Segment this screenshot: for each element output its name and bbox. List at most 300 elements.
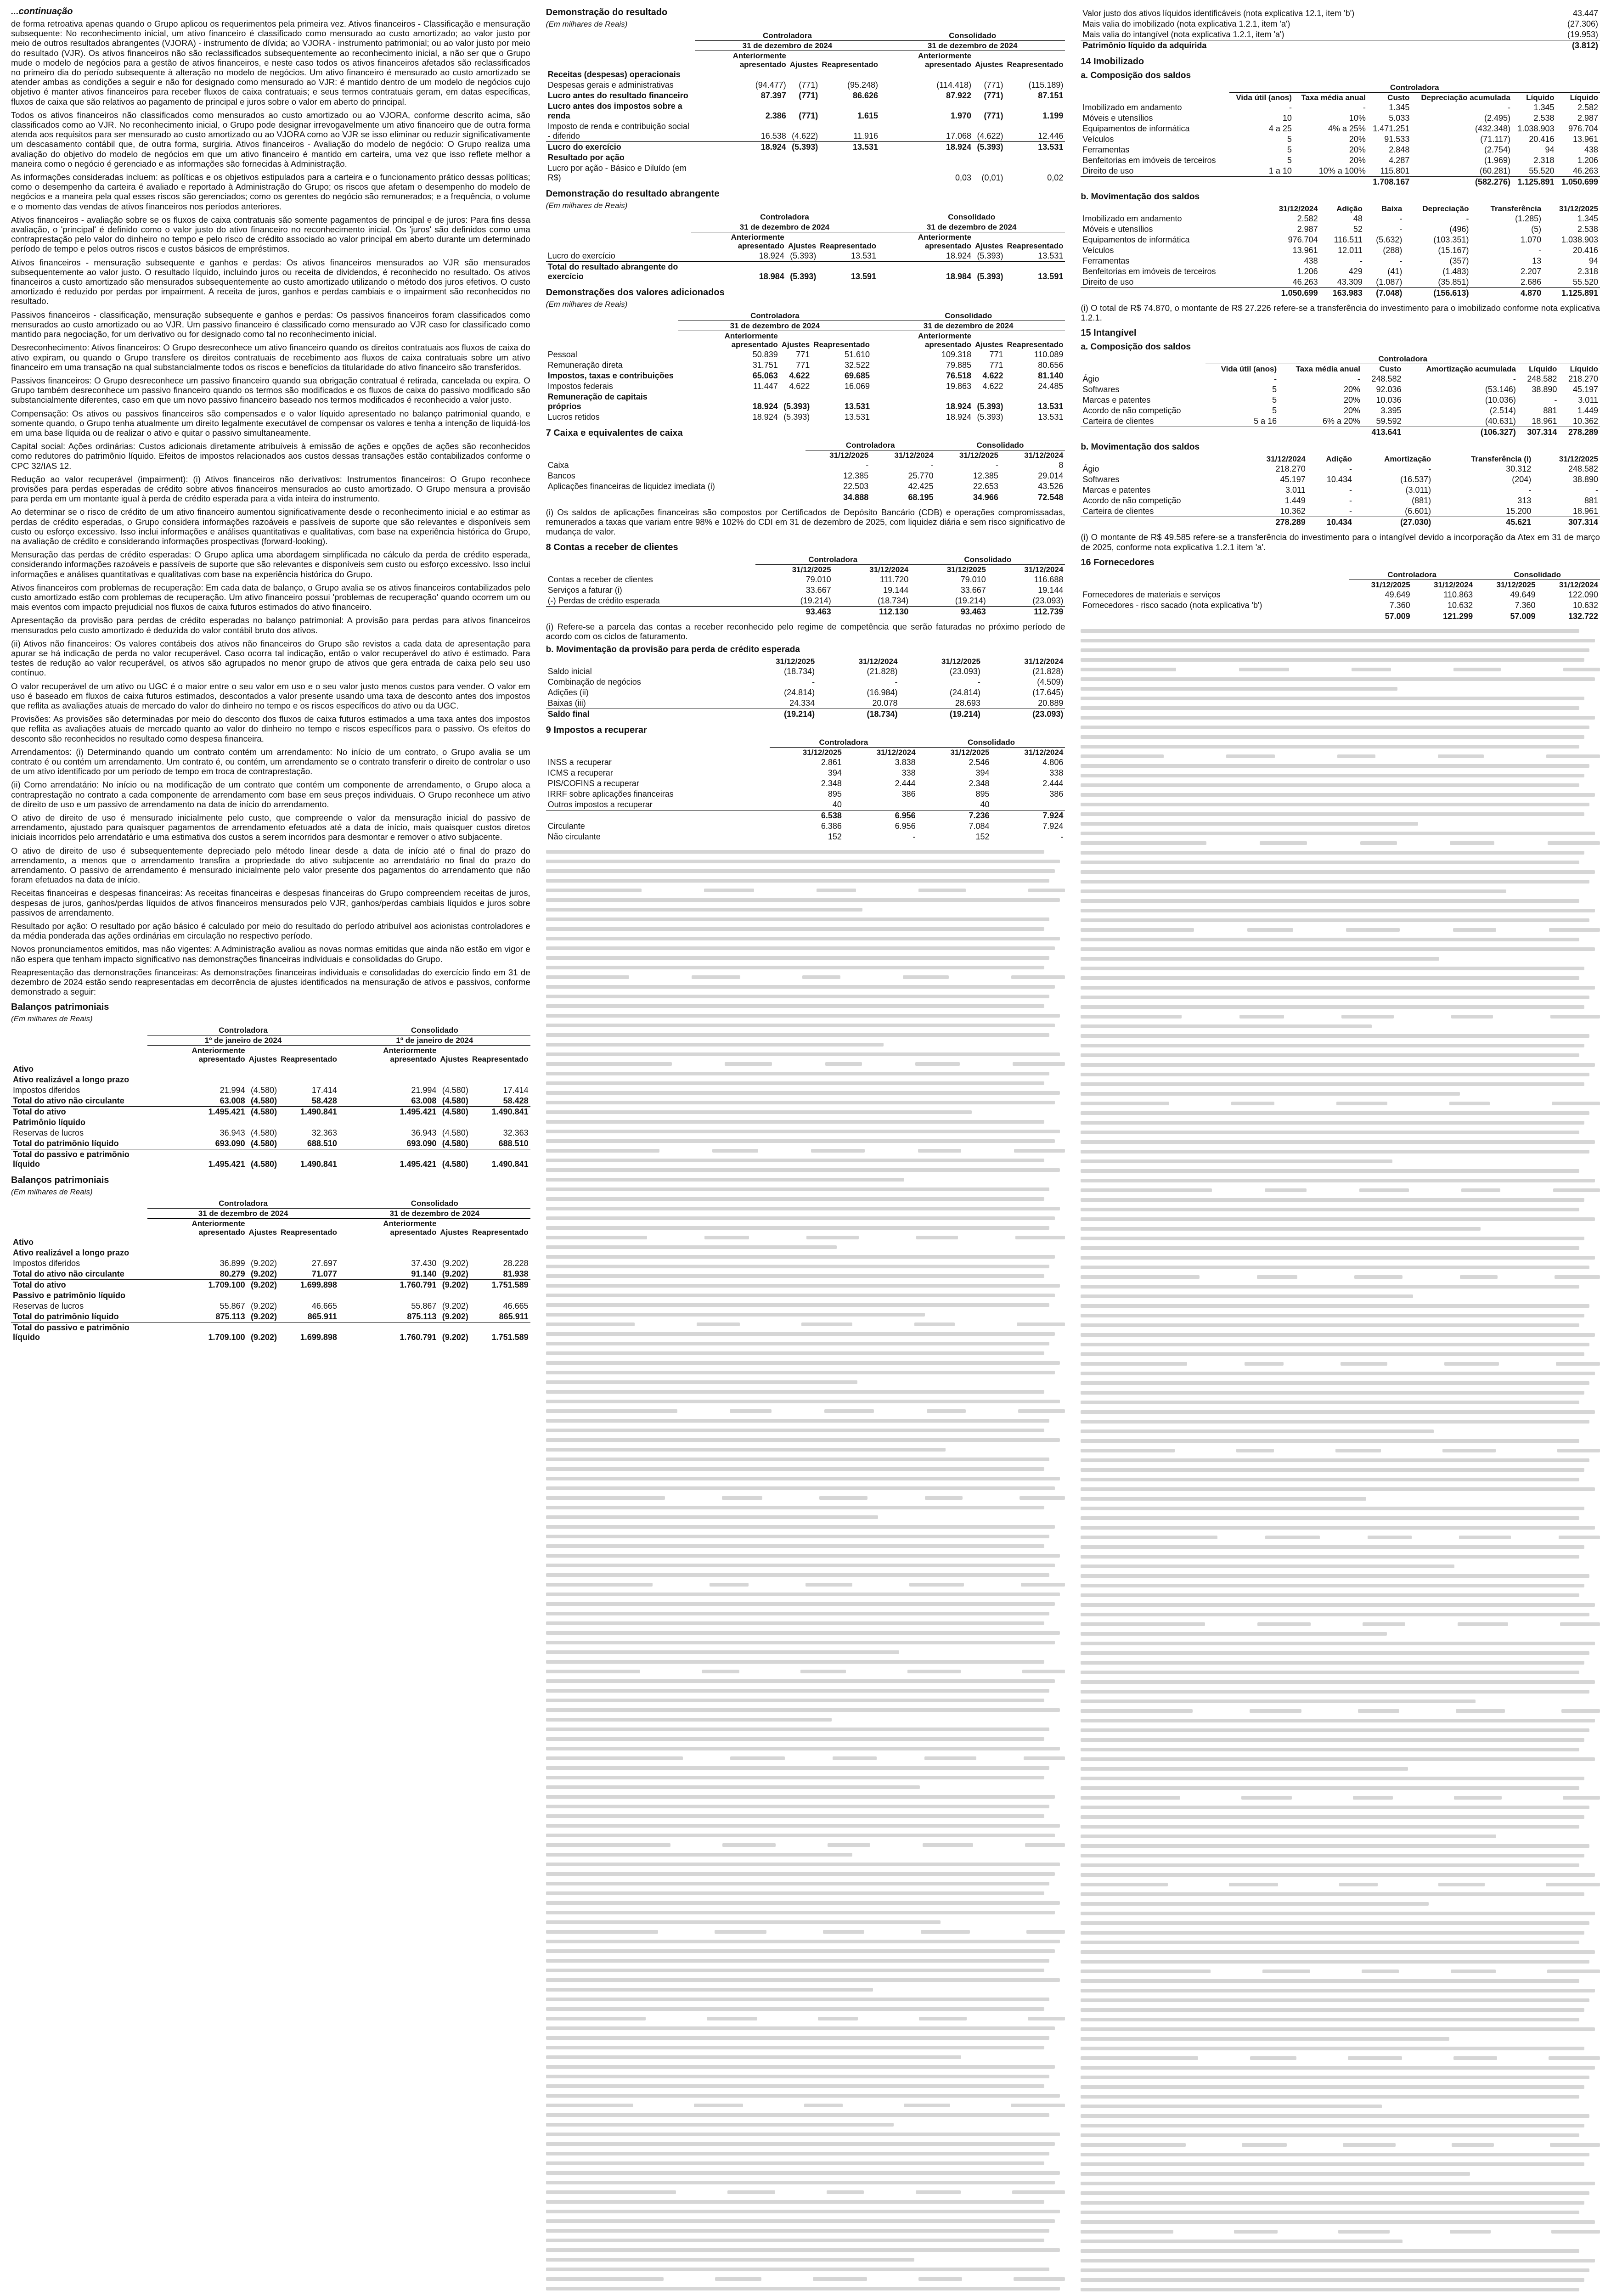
illegible-cell	[1354, 1275, 1403, 1279]
body-paragraph: O ativo de direito de uso é subsequentemente depreciado pelo método linear desde a data de início até o final do prazo do arrendamento, a menos que o arrendamento transfira a propriedade do ativo subjacente ao arrendatário no final do prazo do arrendamento. O passivo de arrendamento é mensurado inicialmente pelo valor presente dos pagamentos do arrendamento que não foram efetuados na data de início.	[11, 845, 530, 885]
row-value: 2.582	[1297, 214, 1318, 223]
row-value: 59.592	[1376, 416, 1402, 426]
illegible-text-line	[546, 1348, 1065, 1358]
row-value: (1.969)	[1484, 156, 1511, 165]
row-value: 693.090	[406, 1139, 437, 1148]
illegible-cell	[1368, 1536, 1412, 1539]
illegible-text	[546, 1419, 1050, 1423]
illegible-text-line	[1081, 1002, 1600, 1012]
illegible-text	[546, 2268, 1050, 2271]
illegible-text	[1081, 764, 1589, 768]
illegible-text-line	[1081, 1822, 1600, 1832]
row-value	[470, 1117, 530, 1128]
row-value: 19.863	[946, 382, 972, 391]
row-label: Impostos diferidos	[13, 1086, 80, 1095]
illegible-text-line	[1081, 974, 1600, 983]
illegible-text-line	[1081, 1031, 1600, 1041]
illegible-text-line	[1081, 636, 1600, 646]
row-value: (2.495)	[1484, 113, 1511, 123]
illegible-cell	[1453, 2056, 1497, 2060]
illegible-cell	[806, 1236, 859, 1239]
column-header: 31/12/2024	[1279, 204, 1318, 213]
row-value: 1.199	[1042, 111, 1064, 120]
row-value: (4.580)	[442, 1086, 468, 1095]
row-value: 152	[975, 832, 990, 842]
illegible-text-line	[546, 1936, 1065, 1946]
row-value	[1005, 152, 1065, 163]
illegible-text	[546, 1467, 1044, 1471]
row-label: Ferramentas	[1082, 145, 1130, 154]
row-value: 68.195	[870, 492, 935, 503]
table-header-row	[546, 51, 1065, 70]
illegible-cell	[1546, 754, 1600, 758]
illegible-text-line	[1081, 1880, 1600, 1890]
illegible-text	[546, 2123, 894, 2127]
row-value: 1.495.421	[147, 1107, 247, 1118]
illegible-cell	[1257, 1622, 1311, 1626]
illegible-text-line	[1081, 800, 1600, 810]
illegible-text	[1081, 832, 1594, 835]
illegible-text-line	[1081, 925, 1600, 935]
row-value: 875.113	[407, 1312, 437, 1322]
row-label: Ferramentas	[1082, 256, 1130, 265]
illegible-cell	[1226, 754, 1275, 758]
row-value: 55.867	[220, 1301, 245, 1311]
illegible-cell	[1563, 1796, 1600, 1800]
row-label: Patrimônio líquido da adquirida	[1081, 40, 1542, 51]
caixa-table	[546, 440, 1065, 503]
row-value	[788, 163, 820, 183]
row-value: 116.688	[1034, 574, 1064, 584]
row-value: 338	[901, 768, 916, 778]
row-value: 18.924	[752, 402, 778, 411]
column-header: Líquido	[1526, 93, 1555, 102]
illegible-text	[546, 1004, 1044, 1008]
illegible-text	[1081, 918, 1589, 922]
row-value: 20%	[1349, 145, 1366, 154]
illegible-cell	[1337, 754, 1375, 758]
row-value: (114.418)	[936, 80, 972, 90]
illegible-text-line	[546, 2264, 1065, 2274]
illegible-text	[546, 1390, 1044, 1394]
row-label: INSS a recuperar	[547, 758, 612, 767]
row-value	[438, 1075, 470, 1085]
row-value: 2.444	[1042, 779, 1064, 788]
illegible-text-line	[546, 1223, 1065, 1232]
row-value: 386	[1049, 789, 1064, 799]
row-label	[546, 810, 770, 822]
illegible-text-line	[1081, 2256, 1600, 2266]
illegible-text	[1081, 1227, 1481, 1231]
illegible-cell	[727, 2190, 775, 2194]
illegible-text	[1081, 899, 1579, 903]
illegible-text	[546, 869, 1055, 873]
illegible-cell	[828, 1843, 870, 1847]
illegible-text-line	[546, 1107, 1065, 1117]
row-value: 1.615	[857, 111, 879, 120]
illegible-text	[546, 1949, 1055, 1953]
illegible-text	[546, 1824, 1060, 1828]
illegible-text-line	[546, 2206, 1065, 2216]
illegible-text	[546, 850, 1044, 854]
column-3	[1081, 6, 1600, 2296]
illegible-text	[1081, 1314, 1584, 1317]
illegible-cell	[1081, 2056, 1198, 2060]
caixa-note: (i) Os saldos de aplicações financeiras são compostos por Certificados de Depósito Bancário (CDB) e operações compromissadas, remunerados a taxas que variam entre 98% e 102% do CDI em 31 de dezembro de 2025, com liquidez diária e sem risco significativo de mudança de valor.	[546, 507, 1065, 537]
illegible-text-line	[1081, 1870, 1600, 1880]
illegible-cell	[1339, 1883, 1378, 1886]
illegible-cell	[1081, 2230, 1173, 2234]
row-value: (2.514)	[1489, 406, 1516, 416]
illegible-text-line	[1081, 1571, 1600, 1581]
illegible-text-line	[546, 1117, 1065, 1126]
row-value	[279, 1117, 339, 1128]
illegible-text	[546, 1805, 1050, 1808]
row-value: 4.870	[1470, 288, 1543, 299]
row-value: (6.601)	[1405, 506, 1431, 516]
row-value: 976.704	[1568, 124, 1599, 133]
table-row	[1081, 235, 1600, 245]
row-label: Remuneração de capitais próprios	[547, 392, 648, 411]
illegible-cell	[1024, 1756, 1065, 1760]
dva-title: Demonstrações dos valores adicionados	[546, 287, 725, 298]
column-header: Depreciação acumulada	[1421, 93, 1511, 102]
row-value: (106.327)	[1403, 427, 1518, 438]
group-header-row	[546, 440, 1065, 450]
row-label: Patrimônio líquido	[13, 1118, 85, 1127]
illegible-text	[546, 1901, 1060, 1905]
row-value: 1.760.791	[339, 1322, 439, 1343]
row-value: (71.117)	[1480, 135, 1511, 144]
illegible-text-line	[1081, 983, 1600, 993]
row-value	[1229, 177, 1294, 188]
illegible-text	[1081, 2172, 1470, 2176]
row-value: -	[1595, 485, 1599, 495]
row-value: 4% a 25%	[1328, 124, 1366, 133]
illegible-cell	[825, 1062, 862, 1066]
row-value: (16.537)	[1400, 475, 1431, 484]
column-header: Anteriormente apresentado	[383, 1046, 437, 1064]
row-value: (19.214)	[800, 596, 831, 605]
illegible-text-line	[1081, 1157, 1600, 1166]
header-blank	[546, 450, 806, 461]
illegible-text-line	[1081, 713, 1600, 723]
illegible-text	[546, 927, 1044, 931]
illegible-text-line	[546, 1628, 1065, 1638]
row-label: Marcas e patentes	[1082, 485, 1151, 495]
date-header: 31 de dezembro de 2024	[872, 321, 1065, 331]
row-value: 13	[1532, 256, 1542, 265]
illegible-text	[1081, 2037, 1449, 2041]
illegible-text-line	[1081, 1417, 1600, 1427]
header-blank	[11, 1209, 147, 1219]
illegible-cell	[1250, 2056, 1296, 2060]
row-value: 20%	[1349, 156, 1366, 165]
illegible-text-line	[1081, 1301, 1600, 1311]
header-blank	[546, 555, 755, 565]
row-value: (17.645)	[1032, 688, 1064, 698]
illegible-text	[1081, 1738, 1584, 1742]
column-header: Anteriormente apresentado	[192, 1219, 245, 1237]
illegible-cell	[710, 1583, 749, 1587]
illegible-cell	[715, 2277, 761, 2281]
illegible-cell	[1011, 2104, 1065, 2107]
row-label: Lucro por ação - Básico e Diluído (em R$)	[547, 163, 687, 182]
illegible-text-line	[1081, 1745, 1600, 1755]
illegible-text	[1081, 1671, 1579, 1674]
row-value: 87.922	[946, 91, 972, 100]
table-row	[546, 152, 1065, 163]
group-header-row	[546, 31, 1065, 41]
illegible-text-line	[1081, 771, 1600, 781]
illegible-text	[546, 1920, 941, 1924]
illegible-text-line	[546, 1801, 1065, 1811]
row-value: -	[1399, 214, 1403, 223]
table-row	[546, 687, 1065, 698]
illegible-text	[1081, 677, 1594, 681]
table-row	[546, 606, 1065, 617]
illegible-cell	[1557, 1449, 1600, 1452]
row-label: Ágio	[1082, 374, 1099, 384]
row-value: (9.202)	[442, 1259, 468, 1268]
illegible-cell	[827, 2190, 864, 2194]
illegible-text-line	[1081, 2275, 1600, 2285]
row-label: Pessoal	[547, 350, 577, 359]
illegible-text	[1081, 1285, 1579, 1289]
row-label: Aplicações financeiras de liquidez imediata (i)	[547, 482, 715, 491]
table-row	[11, 1269, 530, 1280]
illegible-text-line	[1081, 1687, 1600, 1697]
illegible-cell	[546, 1930, 658, 1934]
row-value: 8	[1059, 461, 1064, 470]
illegible-cell	[1346, 928, 1400, 932]
illegible-text	[1081, 1294, 1413, 1298]
illegible-text	[546, 1255, 1055, 1259]
illegible-text-line	[546, 2129, 1065, 2139]
illegible-text	[1081, 1266, 1589, 1269]
group-header-a: Controladora	[147, 1025, 339, 1035]
illegible-cell	[923, 1843, 973, 1847]
row-value: -	[1349, 496, 1352, 506]
illegible-text	[546, 1882, 1050, 1885]
row-value: 2.386	[765, 111, 786, 120]
illegible-text	[546, 1564, 1055, 1567]
illegible-cell	[1265, 1536, 1320, 1539]
table-row	[546, 69, 1065, 80]
illegible-text-line	[1081, 1340, 1600, 1350]
illegible-text	[546, 1101, 1055, 1104]
illegible-cell	[918, 1149, 961, 1153]
illegible-cell	[1549, 2056, 1600, 2060]
illegible-text-line	[1081, 1803, 1600, 1812]
illegible-text	[1081, 1034, 1589, 1038]
table-header-row	[546, 232, 1065, 251]
row-value: 79.885	[946, 360, 972, 370]
illegible-cell	[1081, 1883, 1168, 1886]
group-header-a: Controladora	[755, 555, 910, 565]
illegible-text	[546, 1371, 1055, 1374]
illegible-cell	[1458, 1622, 1508, 1626]
illegible-text-line	[1081, 684, 1600, 694]
column-header: Amortização acumulada	[1426, 365, 1516, 374]
row-value: 28.693	[955, 698, 980, 708]
table-row	[546, 698, 1065, 709]
illegible-text	[1081, 1632, 1387, 1636]
table-row	[1081, 29, 1600, 40]
illegible-text-line	[1081, 1726, 1600, 1735]
row-label	[546, 606, 755, 617]
group-header-row	[546, 212, 1065, 222]
illegible-text-line	[546, 1985, 1065, 1994]
row-value: (771)	[984, 91, 1003, 100]
illegible-text-line	[546, 885, 1065, 895]
row-value: (9.202)	[251, 1301, 277, 1311]
illegible-text	[546, 1689, 1050, 1693]
illegible-text	[1081, 2268, 1589, 2272]
illegible-text-line	[1081, 1716, 1600, 1726]
illegible-text-line	[546, 1483, 1065, 1493]
row-label: Resultado por ação	[547, 153, 625, 162]
table-row	[1081, 40, 1600, 51]
body-paragraph: Ativos financeiros com problemas de recuperação: Em cada data de balanço, o Grupo avalia se os ativos financeiros contabilizados pelo custo amortizado estão com problemas de recuperação. Um ativo financeiro possui 'problemas de recuperação' quando ocorrem um ou mais eventos com impacto prejudicial nos fluxos de caixa futuros estimados do ativo financeiro.	[11, 582, 530, 612]
row-value: 81.140	[1038, 371, 1064, 380]
row-label: Fornecedores - risco sacado (nota explicativa 'b')	[1082, 600, 1262, 610]
illegible-cell	[1017, 1322, 1065, 1326]
illegible-text	[546, 2036, 1050, 2040]
illegible-text-line	[1081, 1051, 1600, 1060]
column-header: Reapresentado	[1007, 60, 1064, 69]
illegible-cell	[1081, 1188, 1212, 1192]
row-value: (41)	[1387, 267, 1403, 276]
illegible-text-line	[1081, 1523, 1600, 1533]
illegible-text-line	[546, 1126, 1065, 1136]
row-value: 38.890	[1532, 385, 1557, 394]
illegible-text	[546, 879, 1050, 883]
illegible-text-line	[1081, 1118, 1600, 1128]
table-row	[546, 381, 1065, 392]
table-row	[1081, 405, 1600, 416]
row-label: Benfeitorias em imóveis de terceiros	[1082, 156, 1216, 165]
row-label: Total do passivo e patrimônio líquido	[11, 1322, 147, 1343]
illegible-text	[546, 2248, 1060, 2252]
row-value: 2.207	[1521, 267, 1542, 276]
table-header-row	[1081, 580, 1600, 590]
illegible-cell	[1236, 1449, 1274, 1452]
row-value: 36.943	[220, 1128, 245, 1138]
row-value: 15.200	[1506, 506, 1532, 516]
illegible-text	[1081, 1082, 1584, 1086]
row-value: (60.281)	[1479, 166, 1511, 175]
table-row	[1081, 134, 1600, 145]
illegible-cell	[1081, 1709, 1193, 1713]
illegible-text-line	[546, 1367, 1065, 1377]
row-value: 10%	[1349, 113, 1366, 123]
illegible-text	[1081, 2240, 1403, 2243]
table-row	[1081, 266, 1600, 277]
header-blank	[546, 657, 734, 666]
illegible-text-line	[1081, 1774, 1600, 1784]
recuperar-table	[546, 737, 1065, 842]
row-value: (23.093)	[949, 667, 980, 676]
bp1-title: Balanços patrimoniais	[11, 1002, 109, 1013]
illegible-text-line	[1081, 1735, 1600, 1745]
illegible-cell	[1454, 1796, 1502, 1800]
illegible-cell	[1549, 928, 1600, 932]
row-value: 27.697	[311, 1259, 337, 1268]
illegible-text-line	[1081, 1697, 1600, 1706]
row-value: 2.546	[969, 758, 990, 767]
illegible-text-line	[546, 2091, 1065, 2100]
illegible-text	[546, 1342, 1050, 1345]
table-row	[1081, 145, 1600, 155]
header-blank	[1081, 454, 1240, 464]
illegible-text	[546, 1573, 1050, 1577]
illegible-text-line	[546, 2052, 1065, 2062]
row-value: 34.888	[806, 492, 870, 503]
row-value: 7.084	[969, 822, 990, 831]
illegible-text	[546, 898, 1060, 902]
body-paragraph: (ii) Ativos não financeiros: Os valores contábeis dos ativos não financeiros do Grupo são revistos a cada data de apresentação para apurar se há indicação de perda no valor recuperável. Caso ocorra tal indicação, então o valor recuperável do ativo é estimado. Para testes de redução ao valor recuperável, os ativos são agrupados no menor grupo de ativos que gera entrada de caixa pelo seu uso contínuo.	[11, 638, 530, 678]
header-blank	[11, 1035, 147, 1046]
row-label: Lucro do exercício	[546, 142, 695, 153]
row-value: 51.610	[845, 350, 870, 359]
illegible-text	[546, 1593, 1060, 1596]
illegible-text-line	[1081, 1784, 1600, 1793]
table-row	[546, 677, 1065, 687]
illegible-text-line	[1081, 1244, 1600, 1253]
illegible-text-line	[546, 2235, 1065, 2245]
table-row	[1081, 474, 1600, 485]
illegible-text-line	[1081, 1928, 1600, 1938]
row-value: -	[1399, 225, 1403, 234]
illegible-cell	[1081, 1449, 1175, 1452]
column-header: Ajustes	[248, 1055, 277, 1064]
illegible-text-line	[546, 1271, 1065, 1281]
illegible-text-line	[1081, 1022, 1600, 1031]
illegible-text-line	[1081, 2102, 1600, 2111]
row-value: (18.734)	[784, 667, 815, 676]
illegible-cell	[823, 1930, 864, 1934]
illegible-cell	[1556, 1362, 1600, 1366]
illegible-text	[1081, 1024, 1371, 1028]
illegible-text-line	[546, 2197, 1065, 2206]
body-paragraph: Apresentação da provisão para perdas de crédito esperadas no balanço patrimonial: A provisão para perdas para ativos financeiros mensurados pelo custo amortizado é deduzida do valor contábil bruto dos ativos.	[11, 615, 530, 635]
header-blank	[546, 331, 678, 350]
illegible-text-line	[546, 1329, 1065, 1339]
illegible-cell	[1239, 1015, 1284, 1019]
table-row	[546, 821, 1065, 832]
illegible-text-line	[546, 1879, 1065, 1888]
row-label: PIS/COFINS a recuperar	[547, 779, 639, 788]
illegible-text-line	[1081, 1311, 1600, 1321]
table-row	[11, 1128, 530, 1138]
row-value	[247, 1064, 279, 1075]
illegible-cell	[801, 1322, 852, 1326]
illegible-text	[546, 1660, 1044, 1664]
illegible-cell	[702, 1670, 739, 1673]
column-header: 31/12/2025	[959, 451, 998, 460]
illegible-text	[1081, 1150, 1589, 1154]
illegible-text-line	[1081, 1658, 1600, 1668]
row-value: 6.538	[770, 810, 844, 822]
row-value	[279, 1248, 339, 1258]
row-value: -	[1554, 395, 1557, 405]
row-value: 13.591	[1005, 262, 1065, 282]
illegible-text	[1081, 2220, 1594, 2224]
illegible-text-line	[1081, 2140, 1600, 2150]
row-value: 109.318	[941, 350, 972, 359]
table-row	[1081, 166, 1600, 177]
